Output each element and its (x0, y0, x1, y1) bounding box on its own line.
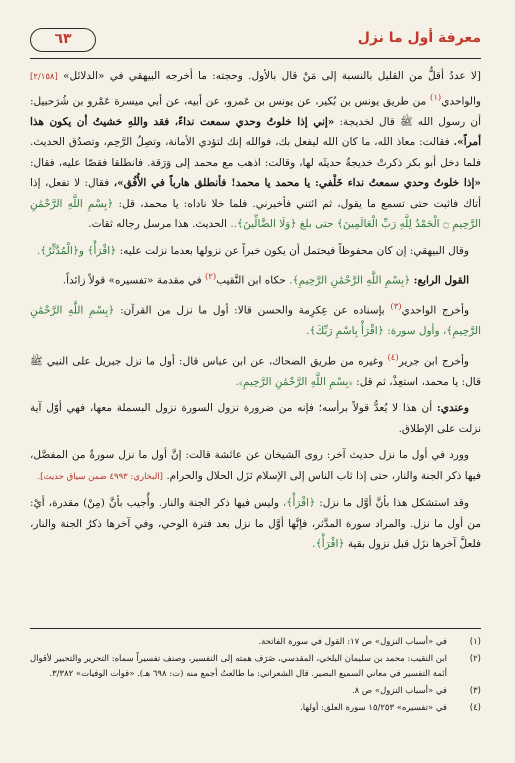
paragraph-6 (30, 398, 481, 439)
quran-verse: ﴿اقْرَأْ﴾، (282, 497, 316, 509)
section-lead: القول الرابع: (413, 274, 469, 287)
paragraph-5 (30, 348, 481, 393)
main-text (30, 66, 481, 557)
quran-verse: ﴿بِسْمِ اللَّهِ الرَّحْمَٰنِ الرَّحِيمِ ۝ الْحَمْدُ لِلَّهِ رَبِّ الْعَالَمِينَ﴾ حتى بلغ ﴿وَلَا الضَّالِّينَ﴾.. (30, 197, 481, 230)
text: الحديث. هذا مرسل رجاله ثقات. (88, 218, 227, 230)
quran-verse: ﴿اقْرَأْ﴾. (312, 538, 345, 550)
footnote-text: في «تفسيره» ١٥/٢٥٣ سورة العلق: أولها. (300, 703, 447, 713)
paragraph-1 (30, 66, 481, 235)
footnote-marker: (٣) (390, 302, 402, 312)
text: بإسناده عن عِكرِمة والحسن قالا: أول ما نزل من القرآن: (120, 304, 385, 317)
quran-verse: ﴿بِسْمِ اللَّهِ الرَّحْمَٰنِ الرَّحِيمِ﴾، وأول سورة: ﴿اقْرَأْ بِاسْمِ رَبِّكَ﴾. (30, 304, 481, 337)
footnote (30, 701, 481, 716)
paragraph-3 (30, 267, 481, 291)
footnote-text: ابن النقيب: محمد بن سليمان البلخي، المقدسي، صَرَف همته إلى التفسير، وصنف تفسيراً سماه: التحرير والتحبير لأقوال أئمة التفسير في معاني السميع البصير. قال الشعراني: ما طالعتُ أجمع منه (ت: ٦٩٨ هـ). «فوات الوفيات» ٣/٣٨٢. (30, 654, 447, 679)
running-title: معرفة أول ما نزل (357, 30, 481, 46)
text: وقال البيهقي: إن كان محفوظاً فيحتمل أن يكون خبراً عن نزولها بعدما نزلت عليه: (119, 244, 469, 257)
source-reference: [البخاري: ٤٩٩٣ ضمن سياق حديث]. (37, 471, 163, 482)
text: وقد استشكل هذا بأنَّ أوَّل ما نزل: (319, 497, 470, 509)
footnote-number: (٤) (469, 703, 481, 713)
quran-verse: ﴿بِسْمِ اللَّهِ الرَّحْمَٰنِ الرَّحِيمِ﴾. (289, 274, 411, 287)
text: وليس فيها ذكر الجنة والنار. وأُجيب بأنَّ (مِنْ) مقدرة، أيْ: من أول ما نزل. والمراد سورة المدَّثر، فإنَّها أوَّل ما نزل بعد فترة الوحي، وفي آخرها ذكرُ الجنة والنار، فلعلَّ آخرها نزَل قبل نزول بقية (30, 497, 481, 550)
paragraph-2 (30, 241, 481, 262)
text: والواحدي (441, 95, 481, 107)
page-header (30, 28, 481, 59)
footnote (30, 684, 481, 699)
text: حكاه ابن النَّقيب (216, 274, 286, 287)
paragraph-7 (30, 445, 481, 487)
footnote-marker: (٢) (204, 272, 217, 282)
footnote-text: في «أسباب النزول» ص ١٧: القول في سورة الفاتحة. (258, 637, 447, 647)
text: وأخرج ابن جرير (398, 355, 469, 367)
footnote-text: في «أسباب النزول» ص ٨. (351, 686, 447, 696)
text: [لا عددُ أقلُّ من القليل بالنسبة إلى مَنْ قال بالأول. وحجته: ما أخرجه البيهقي في «الدلائل» (63, 70, 481, 82)
paragraph-8 (30, 493, 481, 555)
footnote-number: (٣) (469, 686, 481, 696)
footnote-number: (٢) (469, 654, 481, 664)
text: أن هذا لا يُعدُّ قولاً برأسه؛ فإنه من ضرورة نزول السورة نزول البسملة معها، فهي أوّل آية نزلت على الإطلاق. (30, 402, 481, 435)
section-lead: وعندي: (436, 402, 469, 414)
quran-verse: ﴿بِسْمِ اللَّهِ الرَّحْمَٰنِ الرَّحِيمِ﴾. (235, 375, 353, 388)
text: في مقدمة «تفسيره» قولاً زائداً. (62, 274, 202, 287)
footnote-marker: (١) (430, 92, 442, 103)
quran-verse: ﴿اقْرَأْ﴾ و﴿الْمُدَّثِّرُ﴾. (36, 244, 117, 257)
text: من طريق يونس بن بُكير، عن يونس بن عَمرو، عن أبيه، عن أبي ميسرة عَمْرو بن شُرَحبيل: أن رسول الله ﷺ قال لخديجة: (30, 95, 481, 128)
hadith-quote: «إذا خلوتُ وحدي سمعتُ نداء خَلْفي: يا محمد يا محمد! فأنطلق هارباً في الأُفُق»، (113, 177, 481, 189)
footnotes (30, 628, 481, 718)
footnote-marker: (٤) (387, 352, 399, 363)
text: وأخرج الواحدي (401, 304, 470, 317)
text: فقالت: معاذ الله، ما كان الله ليفعل بك، فوالله إنك لتؤدي الأمانة، وتصِلُ الرَّحِم، وتصدُق الحديث. فلما دخل أبو بكر ذكرتْ خديجةُ حديثَه لها، وقالت: اذهب مع محمد إلى وَرَقة. فانطلقا فقصّا عليه، فقال: (30, 136, 481, 169)
text: وورد في أول ما نزل حديث آخر: روى الشيخان عن عائشة قالت: إنَّ أول ما نزل سورةٌ من المفصَّل، فيها ذكر الجنة والنار، حتى إذا ثاب الناس إلى الإسلام نَزَل الحلال والحرام. (30, 449, 481, 482)
source-reference: [٢/١٥٨] (30, 72, 58, 82)
footnote (30, 635, 481, 650)
page-number: ٦٣ (30, 28, 96, 52)
footnote (30, 652, 481, 682)
hadith-quote: «إني إذا خلوتُ وحدي سمعت نداءً، فقد واللهِ خشيتُ أن يكون هذا أمراً». (30, 115, 481, 148)
text: وغيره من طريق الضحاك، عن ابن عباس قال: أول ما نزل جبريل على النبي ﷺ قال: يا محمد، استعِذْ، ثم قل: (30, 355, 481, 388)
footnote-number: (١) (469, 637, 481, 647)
paragraph-4 (30, 297, 481, 342)
text: فقال: لا تفعل، إذا أتاك فاثبت حتى تسمع ما يقول، ثم ائتني فأخبرني. فلما خلا ناداه: يا محمد، قل: (30, 177, 482, 210)
